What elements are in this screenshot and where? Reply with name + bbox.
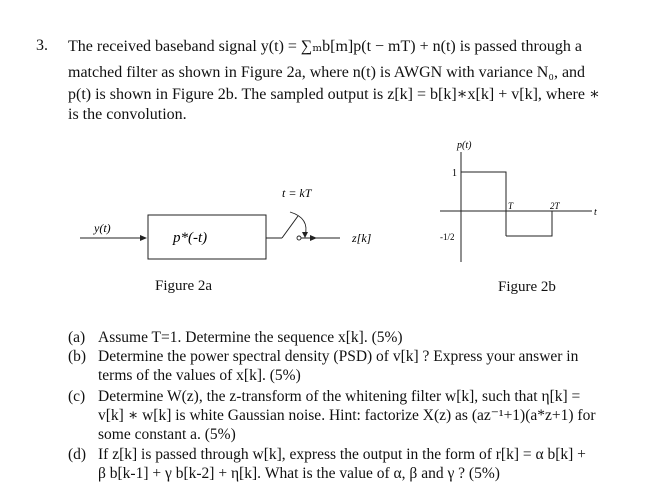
output-label: z[k] <box>352 231 372 245</box>
subquestion-c-label: (c) <box>68 388 86 405</box>
figure-2a-caption: Figure 2a <box>155 278 213 294</box>
figure-2b-caption: Figure 2b <box>498 279 556 295</box>
pulse-tick-T: T <box>508 201 514 211</box>
pulse-tick-2T: 2T <box>550 201 560 211</box>
sampler-label: t = kT <box>282 186 312 200</box>
pulse-negative-segment <box>506 211 552 236</box>
problem-number: 3. <box>36 37 48 54</box>
subquestion-d <box>68 445 586 482</box>
input-label: y(t) <box>94 221 111 235</box>
intro-line-4: is the convolution. <box>68 106 187 123</box>
subquestion-b-line-1: Determine the power spectral density (PSD) of v[k] ? Express your answer in <box>98 348 579 365</box>
intro-line-2: matched filter as shown in Figure 2a, where n(t) is AWGN with variance N₀, and <box>68 64 586 81</box>
subquestion-b <box>68 347 579 384</box>
output-arrow-icon <box>310 235 317 241</box>
pulse-tick-1: 1 <box>452 168 457 179</box>
subquestion-c-line-3: some constant a. (5%) <box>98 426 236 443</box>
subquestion-d-line-1: If z[k] is passed through w[k], express the output in the form of r[k] = α b[k] + <box>98 446 586 463</box>
subquestion-a <box>68 328 403 348</box>
subquestion-c-line-1: Determine W(z), the z-transform of the whitening filter w[k], such that η[k] = <box>98 388 581 405</box>
subquestion-a-label: (a) <box>68 329 86 346</box>
pulse-tick-neg-half: -1/2 <box>440 232 455 242</box>
pulse-x-label: t <box>594 207 597 218</box>
sampler-switch-arm <box>282 216 298 238</box>
intro-line-3: p(t) is shown in Figure 2b. The sampled output is z[k] = b[k]∗x[k] + v[k], where ∗ <box>68 86 600 103</box>
subquestion-b-label: (b) <box>68 348 87 365</box>
matched-filter-block <box>148 215 266 259</box>
subquestion-b-line-2: terms of the values of x[k]. (5%) <box>98 367 301 384</box>
pulse-y-label: p(t) <box>457 140 472 151</box>
subquestion-c <box>68 387 596 443</box>
sampler-contact <box>297 236 301 240</box>
subquestion-d-label: (d) <box>68 446 87 463</box>
input-arrow-icon <box>140 235 147 241</box>
filter-label: p*(-t) <box>173 230 208 246</box>
subquestion-a-line-1: Assume T=1. Determine the sequence x[k]. (5%) <box>98 329 403 346</box>
sampler-arc-icon <box>290 212 306 236</box>
subquestion-d-line-2: β b[k-1] + γ b[k-2] + η[k]. What is the value of α, β and γ ? (5%) <box>98 465 500 482</box>
intro-line-1: The received baseband signal y(t) = ∑ₘb[m]p(t − mT) + n(t) is passed through a <box>68 38 582 55</box>
subquestion-c-line-2: v[k] ∗ w[k] is white Gaussian noise. Hint: factorize X(z) as (az⁻¹+1)(a*z+1) for <box>98 407 596 424</box>
pulse-positive-segment <box>461 172 506 236</box>
sampler-arc-arrow-icon <box>302 232 308 238</box>
